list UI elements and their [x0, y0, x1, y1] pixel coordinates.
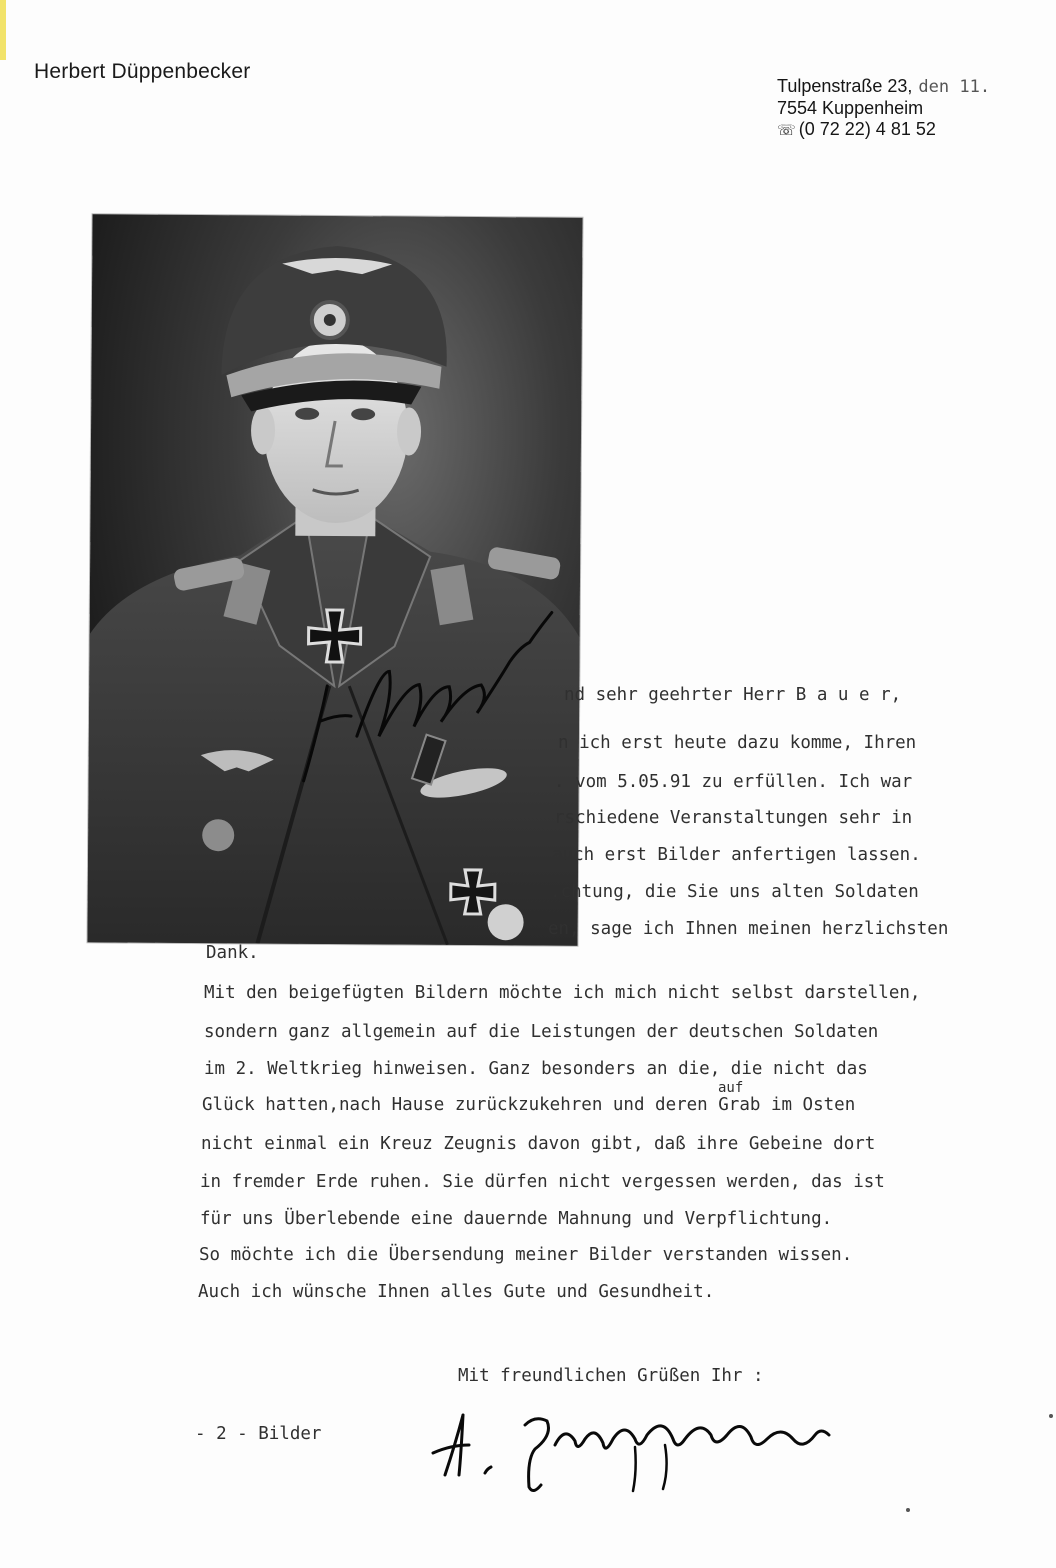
letter-line: Auch ich wünsche Ihnen alles Gute und Gesundheit.: [198, 1282, 715, 1302]
sender-address: [777, 76, 990, 141]
letter-line: auch erst Bilder anfertigen lassen.: [552, 845, 921, 865]
scan-speck: [1049, 1414, 1053, 1418]
handwritten-insertion: auf: [718, 1080, 744, 1096]
letter-line: nicht einmal ein Kreuz Zeugnis davon gibt, daß ihre Gebeine dort: [201, 1134, 876, 1154]
letter-line: rschiedene Veranstaltungen sehr in: [554, 808, 913, 828]
letter-line: in fremder Erde ruhen. Sie dürfen nicht vergessen werden, das ist: [200, 1172, 885, 1192]
sender-name: Herbert Düppenbecker: [34, 60, 251, 83]
address-street: Tulpenstraße 23,: [777, 76, 913, 96]
letter-line: für uns Überlebende eine dauernde Mahnung und Verpflichtung.: [200, 1209, 833, 1229]
scan-speck: [906, 1508, 910, 1512]
letter-line: im 2. Weltkrieg hinweisen. Ganz besonders an die, die nicht das: [204, 1059, 868, 1079]
coat-shape: [87, 514, 580, 945]
letter-line: So möchte ich die Übersendung meiner Bilder verstanden wissen.: [199, 1245, 853, 1265]
letter-line: Dank.: [206, 943, 259, 963]
enclosure-note: - 2 - Bilder: [195, 1424, 322, 1444]
letter-line: . vom 5.05.91 zu erfüllen. Ich war: [554, 772, 913, 792]
portrait-illustration: [87, 214, 582, 945]
closing-phrase: Mit freundlichen Grüßen Ihr :: [458, 1366, 764, 1386]
letter-line: en, sage ich Ihnen meinen herzlichsten: [548, 919, 949, 939]
address-phone: (0 72 22) 4 81 52: [798, 119, 936, 139]
scan-edge-mark: [0, 0, 6, 60]
typed-date: den 11.: [918, 77, 991, 97]
letter-line: n ich erst heute dazu komme, Ihren: [558, 733, 917, 753]
letter-line: sondern ganz allgemein auf die Leistungen der deutschen Soldaten: [204, 1022, 879, 1042]
letter-line: Glück hatten,nach Hause zurückzukehren und deren Grab im Osten: [202, 1095, 856, 1115]
address-street-line: [777, 76, 990, 98]
address-phone-line: [777, 119, 990, 141]
letter-line: Mit den beigefügten Bildern möchte ich mich nicht selbst darstellen,: [204, 983, 921, 1003]
letter-line: nd sehr geehrter Herr B a u e r,: [564, 685, 902, 705]
telephone-icon: ☏: [777, 122, 796, 139]
handwritten-signature: [415, 1395, 845, 1505]
letter-line: .chtung, die Sie uns alten Soldaten: [550, 882, 919, 902]
portrait-photo: [87, 214, 582, 945]
address-city: 7554 Kuppenheim: [777, 98, 924, 118]
